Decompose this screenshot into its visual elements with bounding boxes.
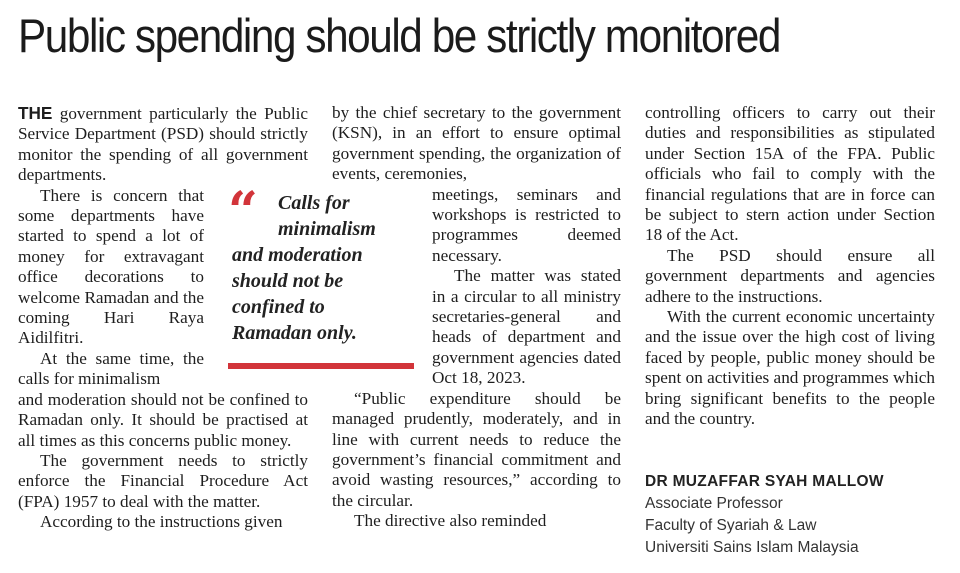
paragraph xyxy=(18,103,308,186)
paragraph: controlling officers to carry out their duties and responsibilities as stipulated under Section 15A of the FPA. Public officials who fail to comply with the financial regulations that are in force can be subject to stern action under Section 18 of the Act. xyxy=(645,103,935,245)
paragraph: There is concern that some departments have started to spend a lot of money for extravagant office decorations to welcome Ramadan and the coming Hari Raya Aidilfitri. xyxy=(18,185,204,348)
paragraph: “Public expenditure should be managed prudently, moderately, and in line with current needs to reduce the government’s financial commitment and avoid wasting resources,” according to the circular. xyxy=(332,388,621,510)
author-name: DR MUZAFFAR SYAH MALLOW xyxy=(645,473,884,490)
author-title: Associate Professor xyxy=(645,495,783,512)
paragraph: According to the instructions given xyxy=(40,512,283,532)
article-column-3 xyxy=(645,103,935,430)
quote-mark-icon: “ xyxy=(228,181,258,242)
pull-quote-line: Ramadan only. xyxy=(232,322,357,344)
lead-word: THE xyxy=(18,103,53,123)
pull-quote-line: confined to xyxy=(232,296,325,318)
headline: Public spending should be strictly monitored xyxy=(18,9,780,62)
article-column-2 xyxy=(332,103,621,532)
byline xyxy=(645,471,884,559)
author-university: Universiti Sains Islam Malaysia xyxy=(645,539,859,556)
pull-quote-line: Calls for xyxy=(278,192,350,214)
paragraph: The matter was stated in a circular to all ministry secretaries-general and heads of department and government agencies dated Oct 18, 2023. xyxy=(432,266,621,388)
pull-quote-line: should not be xyxy=(232,270,344,292)
paragraph: and moderation should not be confined to Ramadan only. It should be practised at all times as this concerns public money. xyxy=(18,389,308,450)
pull-quote-line: and moderation xyxy=(232,244,363,266)
paragraph: At the same time, the calls for minimalism xyxy=(18,348,204,389)
paragraph-text: government particularly the Public Service Department (PSD) should strictly monitor the spending of all government departments. xyxy=(18,104,308,185)
paragraph: The directive also reminded xyxy=(354,511,547,531)
paragraph: With the current economic uncertainty and the issue over the high cost of living faced by people, public money should be spent on activities and programmes which bring significant benefits to the people and the country. xyxy=(645,307,935,429)
paragraph: meetings, seminars and workshops is restricted to programmes deemed necessary. xyxy=(432,184,621,265)
paragraph: The government needs to strictly enforce the Financial Procedure Act (FPA) 1957 to deal with the matter. xyxy=(18,450,308,511)
paragraph: by the chief secretary to the government (KSN), in an effort to ensure optimal government spending, the organization of events, ceremonies, xyxy=(332,103,621,184)
paragraph: The PSD should ensure all government departments and agencies adhere to the instructions. xyxy=(645,245,935,306)
pull-quote-line: minimalism xyxy=(278,218,376,240)
author-faculty: Faculty of Syariah & Law xyxy=(645,517,817,534)
